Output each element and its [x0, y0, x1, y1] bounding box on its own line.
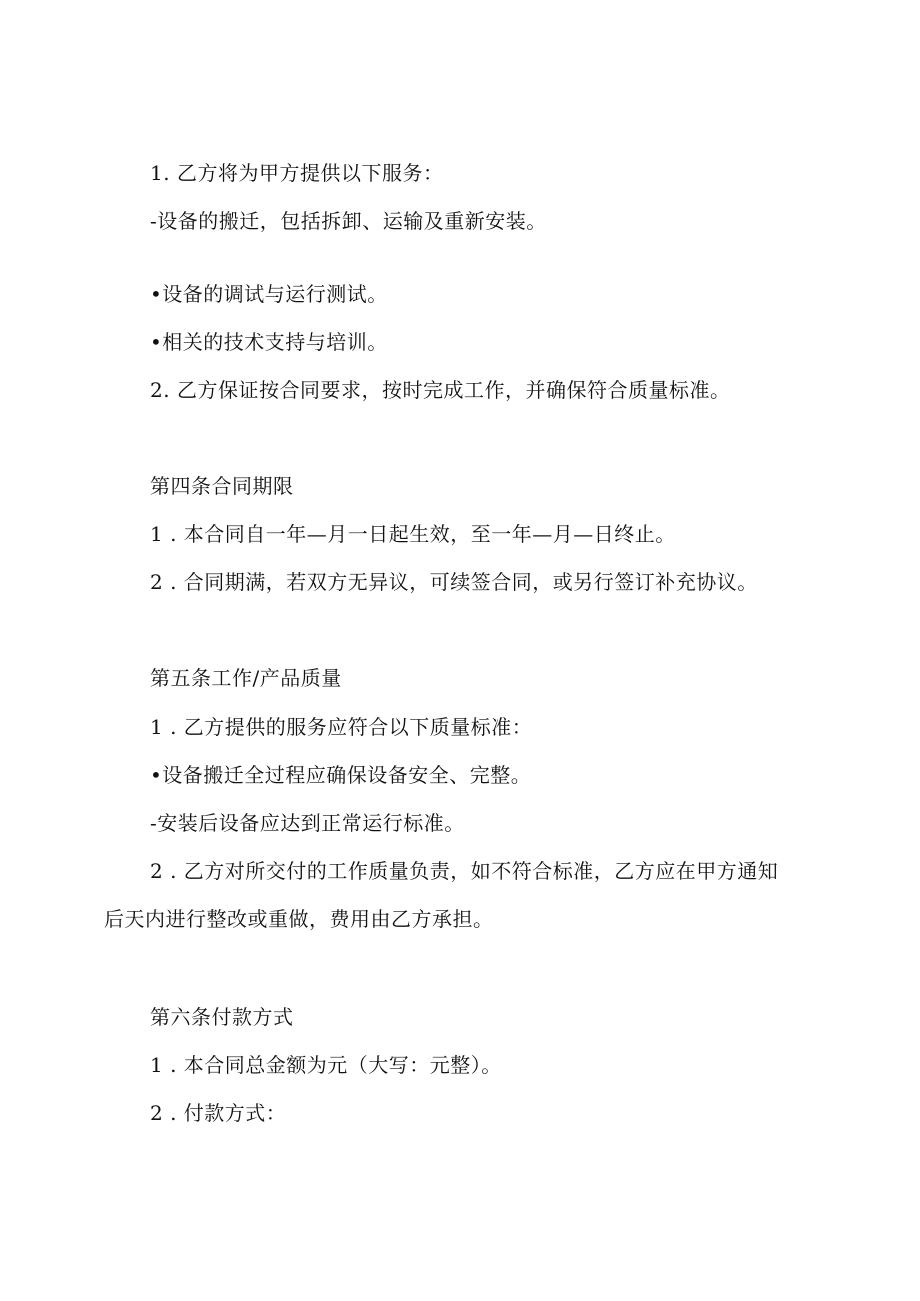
service-item-support: •相关的技术支持与培训。	[150, 330, 388, 354]
service-item-testing: •设备的调试与运行测试。	[150, 282, 388, 306]
service-list-intro: 1. 乙方将为甲方提供以下服务：	[150, 161, 444, 185]
quality-clause-2-continued: 后天内进行整改或重做，费用由乙方承担。	[104, 907, 494, 931]
quality-clause-2: 2 . 乙方对所交付的工作质量负责，如不符合标准，乙方应在甲方通知	[150, 859, 779, 883]
quality-clause-1: 1 . 乙方提供的服务应符合以下质量标准：	[150, 715, 533, 739]
article-6-heading: 第六条付款方式	[150, 1005, 294, 1029]
service-item-relocation: -设备的搬迁，包括拆卸、运输及重新安装。	[150, 209, 547, 233]
payment-clause-2: 2 . 付款方式：	[150, 1101, 287, 1125]
payment-clause-1: 1 . 本合同总金额为元（大写：元整）。	[150, 1053, 502, 1077]
term-clause-1: 1 . 本合同自一年—月一日起生效，至一年—月—日终止。	[150, 522, 676, 546]
article-5-heading: 第五条工作/产品质量	[150, 666, 342, 690]
article-4-heading: 第四条合同期限	[150, 474, 294, 498]
quality-item-safety: •设备搬迁全过程应确保设备安全、完整。	[150, 763, 532, 787]
quality-item-operation: -安装后设备应达到正常运行标准。	[150, 811, 465, 835]
term-clause-2: 2 . 合同期满，若双方无异议，可续签合同，或另行签订补充协议。	[150, 570, 758, 594]
quality-guarantee-clause: 2. 乙方保证按合同要求，按时完成工作，并确保符合质量标准。	[150, 378, 731, 402]
